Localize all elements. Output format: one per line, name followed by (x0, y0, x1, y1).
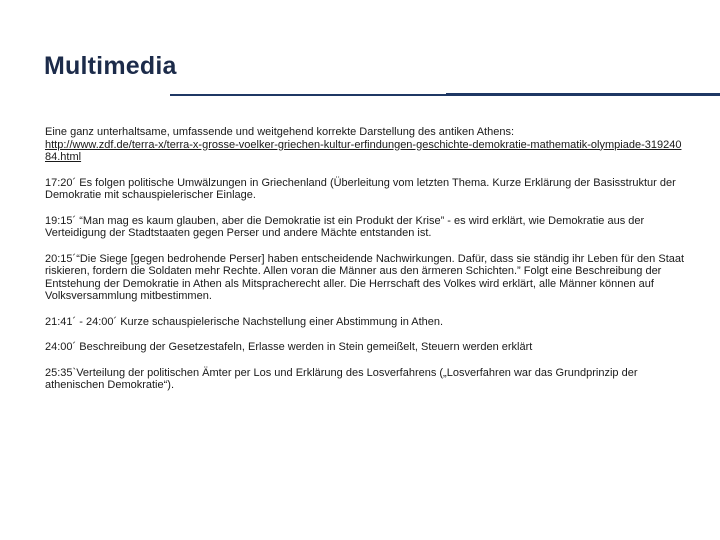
content-body (45, 126, 685, 405)
intro-paragraph (45, 126, 685, 164)
timestamp-paragraph-2141: 21:41´ - 24:00´ Kurze schauspielerische Nachstellung einer Abstimmung in Athen. (45, 315, 444, 328)
intro-text: Eine ganz unterhaltsame, umfassende und weitgehend korrekte Darstellung des antiken Athens: (45, 126, 515, 138)
timestamp-paragraph-1915: 19:15´ “Man mag es kaum glauben, aber die Demokratie ist ein Produkt der Krise” - es wird erklärt, wie Demokratie aus der Verteidigung der Stadtstaaten gegen Perser und andere Mächte entstanden ist. (45, 214, 645, 239)
title-divider-left (170, 94, 446, 96)
zdf-video-link[interactable]: http://www.zdf.de/terra-x/terra-x-grosse-voelker-griechen-kultur-erfindungen-geschichte-demokratie-mathematik-olympiade-31924084.html (45, 138, 682, 163)
timestamp-paragraph-2015: 20:15´“Die Siege [gegen bedrohende Perser] haben entscheidende Nachwirkungen. Dafür, dass sie ständig ihr Leben für den Staat riskieren, fordern die Soldaten mehr Rechte. Allen voran die Männer aus den ärmeren Schichten.” Folgt eine Beschreibung der Entstehung der Demokratie in Athen als Mitspracherecht aller. Die Herrschaft des Volkes wird erklärt, alle Männer können auf Volksversammlung mitbestimmen. (45, 252, 685, 302)
page-title: Multimedia (44, 52, 177, 80)
timestamp-paragraph-2400: 24:00´ Beschreibung der Gesetzestafeln, Erlasse werden in Stein gemeißelt, Steuern werden erklärt (45, 341, 533, 353)
timestamp-paragraph-2535: 25:35`Verteilung der politischen Ämter per Los und Erklärung des Losverfahrens („Losverfahren war das Grundprinzip der athenischen Demokratie“). (45, 366, 638, 391)
title-divider-right (446, 93, 720, 96)
timestamp-paragraph-1720: 17:20´ Es folgen politische Umwälzungen in Griechenland (Überleitung vom letzten Thema. Kurze Erklärung der Basisstruktur der Demokratie mit schauspielerischer Einlage. (45, 176, 676, 201)
